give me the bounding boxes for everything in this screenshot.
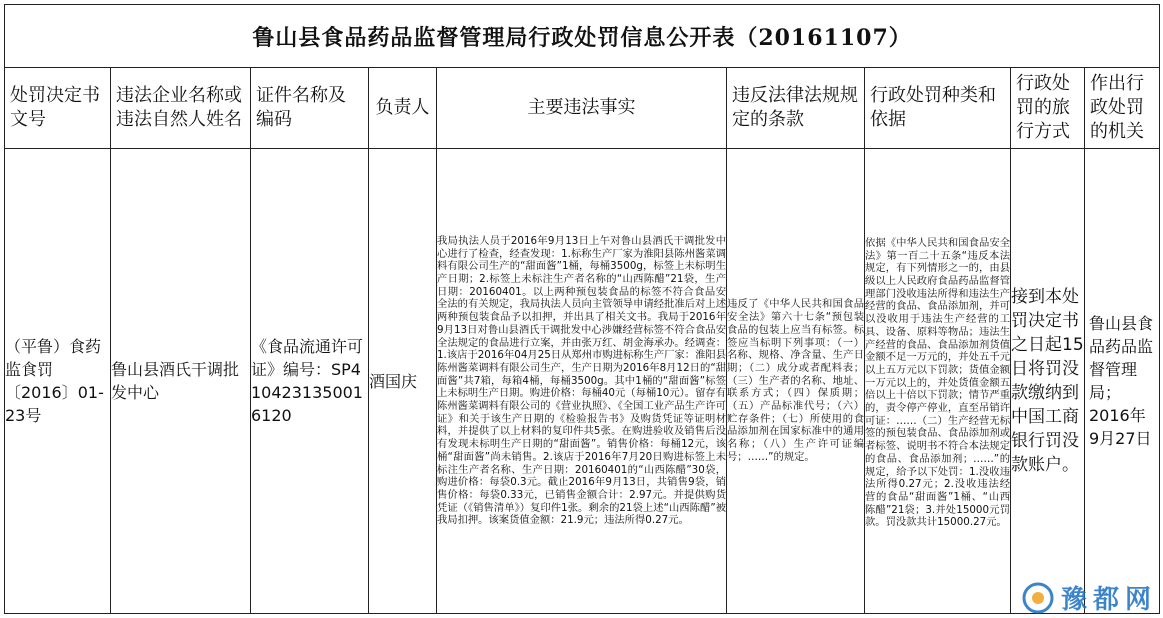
header-law: 违反法律法规规定的条款 [727,68,865,149]
watermark-text: 豫都网 [1060,585,1157,615]
cell-penalty: 依据《中华人民共和国食品安全法》第一百二十五条“违反本法规定，有下列情形之一的，由县级以上人民政府食品药品监督管理部门没收违法所得和违法生产经营的食品、食品添加剂，并可以没收用于违法生产经营的工具、设备、原料等物品；违法生产经营的食品、食品添加剂货值金额不足一万元的，并处五千元以上五万元以下罚款；货值金额一万元以上的，并处货值金额五倍以上十倍以下罚款；情节严重的，责令停产停业，直至吊销许可证：……（二）生产经营无标签的预包装食品、食品添加剂或者标签、说明书不符合本法规定的食品、食品添加剂；……”的规定，给予以下处罚：1.没收违法所得0.27元；2.没收违法经营的食品“甜面酱”1桶、“山西陈醋”21袋；3.并处15000元罚款。罚没款共计15000.27元。 [865,149,1011,614]
header-row [5,68,1160,149]
table-row [5,149,1160,614]
cell-party: 鲁山县酒氏干调批发中心 [111,149,251,614]
header-person: 负责人 [369,68,437,149]
cell-execution: 接到本处罚决定书之日起15日将罚没款缴纳到中国工商银行罚没款账户。 [1011,149,1085,614]
cell-license: 《食品流通许可证》编号：SP4104231350016120 [251,149,369,614]
header-authority: 作出行政处罚的机关 [1085,68,1160,149]
cell-person: 酒国庆 [369,149,437,614]
penalty-info-table [4,4,1160,614]
site-watermark [1021,579,1157,616]
table-title: 鲁山县食品药品监督管理局行政处罚信息公开表（20161107） [5,5,1160,68]
cell-law: 违反了《中华人民共和国食品安全法》第六十七条“预包装食品的包装上应当有标签。标签应当标明下列事项：（一）名称、规格、净含量、生产日期；（二）成分或者配料表；（三）生产者的名称、地址、联系方式；（四）保质期；（五）产品标准代号；（六）贮存条件；（七）所使用的食品添加剂在国家标准中的通用名称；（八）生产许可证编号；……”的规定。 [727,149,865,614]
header-execution: 行政处罚的旅行方式 [1011,68,1085,149]
header-facts: 主要违法事实 [437,68,727,149]
header-doc-no: 处罚决定书文号 [5,68,111,149]
site-logo-icon [1021,581,1055,615]
header-party: 违法企业名称或违法自然人姓名 [111,68,251,149]
header-license: 证件名称及编码 [251,68,369,149]
cell-doc-no: （平鲁）食药监食罚〔2016〕01-23号 [5,149,111,614]
header-penalty: 行政处罚种类和依据 [865,68,1011,149]
cell-facts: 我局执法人员于2016年9月13日上午对鲁山县酒氏干调批发中心进行了检查，经查发现：1.标称生产厂家为淮阳县陈州酱菜调料有限公司生产的“甜面酱”1桶，每桶3500g，标签上未标明生产日期；2.标签上未标注生产者名称的“山西陈醋”21袋，生产日期：20160401。以上两种预包装食品的标签不符合食品安全法的有关规定，我局执法人员向主管领导申请经批准后对上述两种预包装食品予以扣押，并出具了相关文书。我局于2016年9月13日对鲁山县酒氏干调批发中心涉嫌经营标签不符合食品安全法规定的食品进行立案，并由张万红、胡金海承办。经调查：1.该店于2016年04月25日从郑州市购进标称生产厂家：淮阳县陈州酱菜调料有限公司生产，生产日期为2016年8月12日的“甜面酱”共7箱，每箱4桶，每桶3500g。其中1桶的“甜面酱”标签上未标明生产日期。购进价格：每桶40元（每桶10元）。留存有陈州酱菜调料有限公司的《营业执照》、《全国工业产品生产许可证》和关于该生产日期的《检验报告书》及购货凭证等证明材料，并提供了以上材料的复印件共5张。在购进验收及销售后没有发现未标明生产日期的“甜面酱”。销售价格：每桶12元，该桶“甜面酱”尚未销售。2.该店于2016年7月20日购进标签上未标注生产者名称、生产日期：20160401的“山西陈醋”30袋，购进价格：每袋0.3元。截止2016年9月13日，共销售9袋，销售价格：每袋0.33元，已销售金额合计：2.97元。并提供购货凭证（《销售清单》）复印件1张。剩余的21袋上述“山西陈醋”被我局扣押。该案货值金额：21.9元；违法所得0.27元。 [437,149,727,614]
cell-authority: 鲁山县食品药品监督管理局；2016年9月27日 [1085,149,1160,614]
